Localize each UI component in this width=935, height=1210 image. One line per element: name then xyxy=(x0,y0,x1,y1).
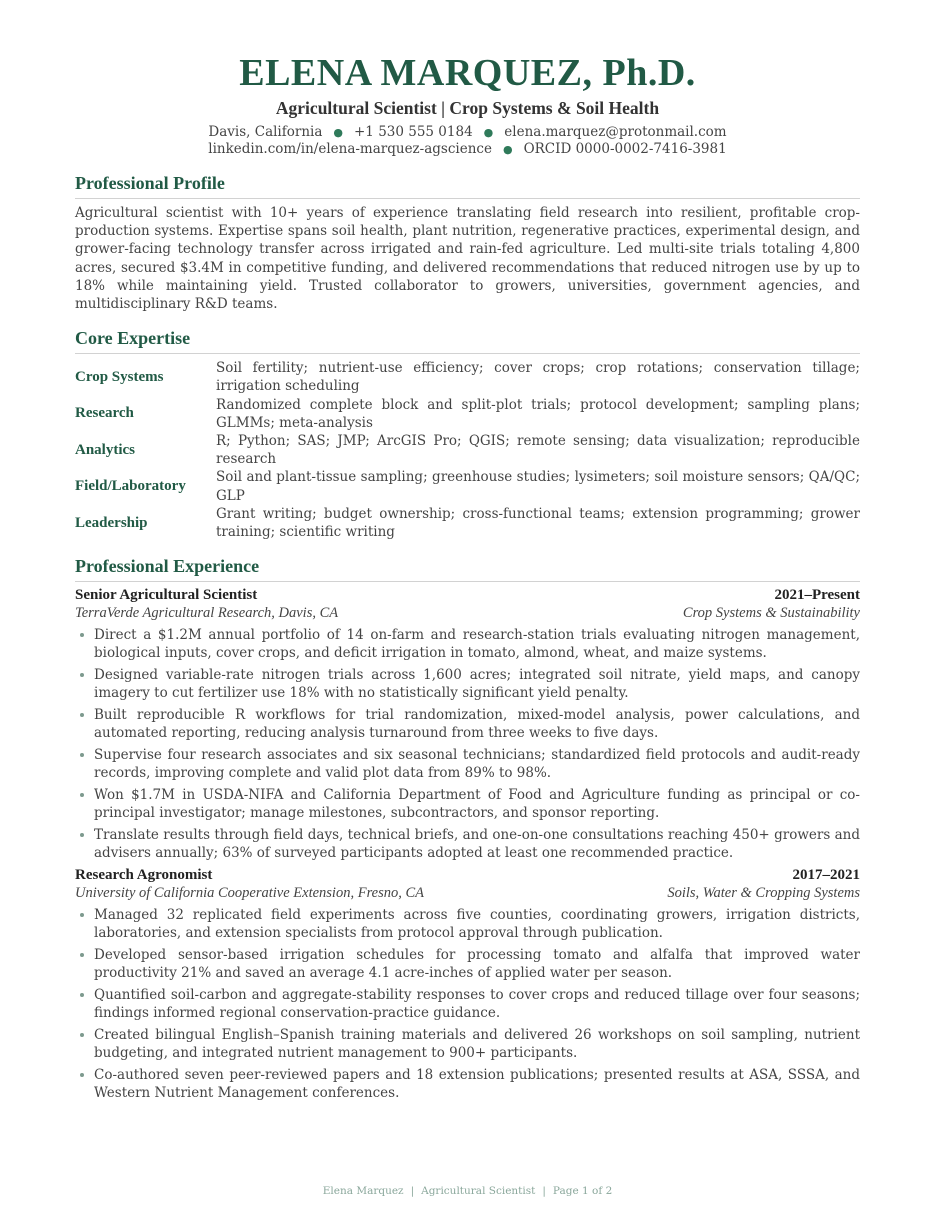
list-item: Supervise four research associates and six seasonal technicians; standardized field protocols and audit-ready records, improving complete and valid plot data from 89% to 98%. xyxy=(75,746,860,782)
list-item: Created bilingual English–Spanish training materials and delivered 26 workshops on soil sampling, nutrient budgeting, and integrated nutrient management to 900+ participants. xyxy=(75,1026,860,1062)
expertise-row xyxy=(75,468,860,504)
expertise-text: Soil and plant-tissue sampling; greenhouse studies; lysimeters; soil moisture sensors; QA/QC; GLP xyxy=(216,469,860,504)
footer-page-number: Page 1 of 2 xyxy=(552,1185,613,1197)
expertise-label: Leadership xyxy=(75,514,148,531)
resume-page xyxy=(75,50,860,1106)
list-item: Built reproducible R workflows for trial randomization, mixed-model analysis, power calculations, and automated reporting, reducing analysis turnaround from three weeks to five days. xyxy=(75,706,860,742)
expertise-label: Field/Laboratory xyxy=(75,478,186,495)
expertise-label: Analytics xyxy=(75,441,135,458)
list-item: Co-authored seven peer-reviewed papers and 18 extension publications; presented results at ASA, SSSA, and Western Nutrient Management conferences. xyxy=(75,1066,860,1102)
job-entry xyxy=(75,586,860,862)
expertise-row xyxy=(75,505,860,541)
expertise-row xyxy=(75,396,860,432)
expertise-text: Grant writing; budget ownership; cross-functional teams; extension programming; grower training; scientific writing xyxy=(216,505,860,541)
section-title-profile: Professional Profile xyxy=(75,172,860,199)
contact-line-1 xyxy=(75,124,860,141)
bullet-separator-icon: ● xyxy=(502,143,513,156)
job-title: Senior Agricultural Scientist xyxy=(75,587,258,604)
expertise-row xyxy=(75,432,860,468)
contact-block xyxy=(75,124,860,158)
section-title-expertise: Core Expertise xyxy=(75,327,860,354)
bullet-separator-icon: ● xyxy=(333,126,343,139)
job-head xyxy=(75,866,860,884)
contact-line-2 xyxy=(75,141,860,158)
contact-orcid[interactable]: ORCID 0000-0002-7416-3981 xyxy=(523,141,727,157)
job-area: Crop Systems & Sustainability xyxy=(682,605,860,622)
expertise-text: R; Python; SAS; JMP; ArcGIS Pro; QGIS; remote sensing; data visualization; reproducible research xyxy=(216,433,860,468)
page-footer xyxy=(0,1185,935,1197)
expertise-row xyxy=(75,359,860,395)
section-title-experience: Professional Experience xyxy=(75,555,860,582)
contact-phone[interactable]: +1 530 555 0184 xyxy=(354,124,473,140)
job-bullets xyxy=(75,906,860,1102)
list-item: Translate results through field days, technical briefs, and one-on-one consultations reaching 450+ growers and advisers annually; 63% of surveyed participants adopted at least one recommended practice. xyxy=(75,826,860,862)
list-item: Managed 32 replicated field experiments across five counties, coordinating growers, irrigation districts, laboratories, and extension specialists from protocol approval through publication. xyxy=(75,906,860,942)
job-subhead xyxy=(75,604,860,622)
job-head xyxy=(75,586,860,604)
expertise-table xyxy=(75,359,860,541)
footer-role: Agricultural Scientist xyxy=(421,1185,536,1197)
job-bullets xyxy=(75,626,860,862)
footer-name: Elena Marquez xyxy=(322,1185,404,1197)
bullet-separator-icon: ● xyxy=(483,126,494,139)
candidate-name: ELENA MARQUEZ, Ph.D. xyxy=(239,52,696,94)
expertise-label: Crop Systems xyxy=(75,368,164,385)
job-dates: 2021–Present xyxy=(774,587,860,604)
footer-separator: | xyxy=(410,1185,415,1197)
list-item: Direct a $1.2M annual portfolio of 14 on-farm and research-station trials evaluating nitrogen management, biological inputs, cover crops, and deficit irrigation in tomato, almond, wheat, and maize systems. xyxy=(75,626,860,662)
contact-linkedin[interactable]: linkedin.com/in/elena-marquez-agscience xyxy=(208,141,492,157)
job-area: Soils, Water & Cropping Systems xyxy=(667,885,860,902)
job-org: University of California Cooperative Extension, Fresno, CA xyxy=(75,885,425,902)
job-org: TerraVerde Agricultural Research, Davis, CA xyxy=(75,605,339,622)
job-title: Research Agronomist xyxy=(75,867,213,884)
expertise-label: Research xyxy=(75,405,134,422)
list-item: Designed variable-rate nitrogen trials across 1,600 acres; integrated soil nitrate, yield maps, and canopy imagery to cut fertilizer use 18% with no statistically significant yield penalty. xyxy=(75,666,860,702)
job-subhead xyxy=(75,884,860,902)
list-item: Quantified soil-carbon and aggregate-stability responses to cover crops and reduced tillage over four seasons; findings informed regional conservation-practice guidance. xyxy=(75,986,860,1022)
list-item: Developed sensor-based irrigation schedules for processing tomato and alfalfa that improved water productivity 21% and saved an average 4.1 acre-inches of applied water per season. xyxy=(75,946,860,982)
contact-location: Davis, California xyxy=(208,124,323,140)
list-item: Won $1.7M in USDA-NIFA and California Department of Food and Agriculture funding as principal or co-principal investigator; manage milestones, subcontractors, and sponsor reporting. xyxy=(75,786,860,822)
job-entry xyxy=(75,866,860,1102)
footer-separator: | xyxy=(542,1185,546,1197)
expertise-text: Soil fertility; nutrient-use efficiency; cover crops; crop rotations; conservation tillage; irrigation scheduling xyxy=(216,360,860,395)
job-dates: 2017–2021 xyxy=(792,867,860,884)
profile-text: Agricultural scientist with 10+ years of experience translating field research into resilient, profitable crop-production systems. Expertise spans soil health, plant nutrition, regenerative practices, experimental design, and grower-facing technology transfer across irrigated and rain-fed agriculture. Led multi-site trials totaling 4,800 acres, secured $3.4M in competitive funding, and delivered recommendations that reduced nitrogen use by up to 18% while maintaining yield. Trusted collaborator to growers, universities, government agencies, and multidisciplinary R&D teams. xyxy=(75,205,860,313)
expertise-text: Randomized complete block and split-plot trials; protocol development; sampling plans; GLMMs; meta-analysis xyxy=(216,396,860,431)
candidate-tagline: Agricultural Scientist | Crop Systems & Soil Health xyxy=(275,98,660,118)
contact-email[interactable]: elena.marquez@protonmail.com xyxy=(504,124,727,140)
